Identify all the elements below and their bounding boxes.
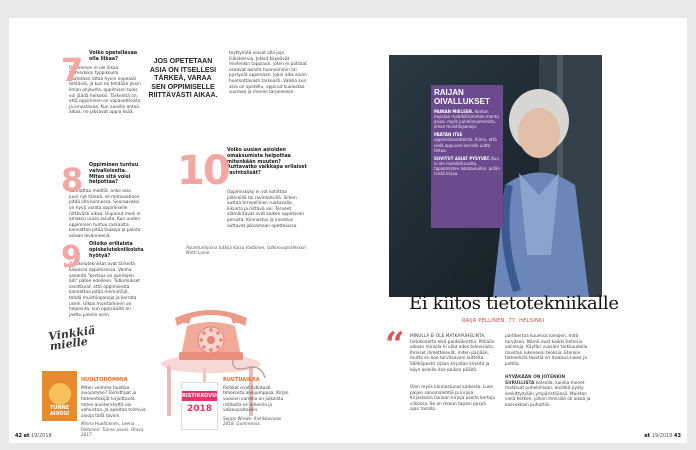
article-headline: Ei kiitos tietotekniikalle — [409, 293, 619, 314]
left-folio — [15, 433, 52, 439]
sidebar-item — [434, 132, 500, 152]
book1-cover — [42, 371, 77, 421]
left-page — [9, 18, 348, 443]
article-col1-text: MINULLA EI OLE MATKAPUHELINTA, tietokonetta eikä pankkikorttia. Pitkään aikaan minulla ei ollut edes televisiota. Ihmiset ihmettelevät, miten pärjään, mutta en koe tarvitsevani laitteita. Sähköpostit sijaan kirjoitan kirjeitä ja käyn asioilla itse paikan päällä. — [410, 334, 495, 373]
article-col3-bottom — [505, 375, 595, 409]
book2-text: Ristikot ovat tutkitusti tehokasta aivojumppaa. Kirjan vuosien varrella on julkaistu ristikoita eri aiheista ja vaikeusasteisiin. — [223, 385, 289, 414]
book1-cover-title: TUNNE AIVOSI — [49, 405, 70, 417]
left-page-number: 42 — [15, 433, 22, 439]
book1-title: HUOLTOHOMMIA — [81, 377, 128, 383]
book1-credit: Minna Huotilainen, Leena Peltonen: Tunne aivosi. Otava 2017. — [81, 421, 144, 437]
pull-quote: JOS OPETETAAN ASIA ON ITSELLESI TÄRKEÄ, VARAA SEN OPPIMISELLE RIITTÄVÄSTI AIKAA. — [148, 58, 218, 100]
book2-block — [223, 378, 293, 426]
q8-number: 8 — [61, 161, 82, 199]
q7-number: 7 — [61, 51, 82, 89]
article-col1 — [410, 334, 495, 373]
sidebar-item — [434, 109, 500, 129]
sidebar-item-lead: SOVITUT ASIAT PYSYVÄT. — [434, 155, 491, 161]
sidebar-item-text: Kun ei ole mahdollisuutta, tapaamisten aikatauluihin, pidän niistä kirjaa. — [434, 155, 500, 177]
q10-heading: Voiko uusien asioiden omaksumista helpottaa mitenkään muuten? Auttavatko vaikkapa erilaiset ravintolisät? — [227, 148, 307, 177]
q10-number: 10 — [177, 148, 229, 194]
book1-cover-art — [49, 383, 71, 405]
book2-credit: Seppo Wrede: Ristikkovuosi 2018. Gummerus. — [223, 415, 282, 426]
tips-sidebar — [431, 85, 503, 228]
article-col3: partikertaa kuuessa sanojen, mitä tarvitsen. Nämä ovat kaikki tietoisia valintoja. Käytän vuosien tarkkuudella muistan lukeneeni teoksia. Etenkin tieteellistä tekstiä on mukava lukea ja pohtia. — [505, 334, 588, 367]
article-col3-bottom-text: katsella, kuinka monet matkivat puhelimiaan, eivätkä pysty keskittymään ympäristöönsä. Muistan vielä hetken, jolloin ihmisillä oli aikaa ja kasvokkain puhuttiin. — [505, 380, 591, 408]
q7-body: Oppiminen ei ole liikaa. Esimerkiksi typpikoulla saatetaan ottaa hyvin nopeasti tehtäviä, ja kun ne tehdään yksin ilman ohjausta, oppimisen tulos voi jäädä heikoksi. Tärkeintä on, että oppiminen on vapaaehtoista ja innostavaa. Kun aivoille antaa aikaa, ne jaksavat oppia lisää. — [69, 65, 141, 116]
vinkki-title: Vinkkiä mielle — [47, 323, 97, 354]
book1-block — [81, 378, 149, 437]
book2-cover-title: RISTIKKOVUOSI — [182, 393, 226, 399]
col3-top-text: teyttymää voivat olla joja liiäistelevia. Jotkut kiipeävät mielenkin tappiaan, joten ei potilaat osaavat asioita huonoimmin tai pystyvät oppimaan. Jokin alka aivan huomattavasti tarkeasti. Vaikka kun asia on opetellu, oppinut kuulostaa suoraan ja menee tarpeeseen. — [229, 51, 307, 96]
book2-cover-year: 2018 — [186, 404, 213, 414]
right-issue: 19/2018 — [651, 433, 673, 439]
article-col3-lead: HYVÄKÄÄN ON JOTENKIN SURULLISTA — [505, 375, 566, 386]
sidebar-item-lead: PÄÄTÄN ITSE — [434, 132, 463, 138]
right-page — [348, 18, 687, 443]
sidebar-item — [434, 156, 500, 176]
q7-block — [61, 51, 141, 116]
right-page-number: 43 — [674, 433, 681, 439]
left-issue: 19/2018 — [30, 433, 52, 439]
book1-text: Miten voimme huoltaa aivojamme? Toimittajat ja tieteentekijät kirjoittavat, miten aivoterveyttä voi vahvistaa. Ja opastaa toimivia aivoja tällä tavoin. — [81, 385, 146, 419]
sidebar-item-text: oppimistavoitteista. Kiinni, että vielä oppuvan kerralla uutta tietoa. — [434, 137, 497, 153]
sources-note: Asiantuntijoina tutkija Kaisa Vaittinen, tutkimusprofessori Matti Laine. — [186, 245, 307, 256]
book2-cover — [181, 382, 226, 430]
sidebar-item-lead: PAINAN MIELEEN. — [434, 109, 474, 114]
q10-block — [177, 148, 309, 194]
q9-number: 9 — [61, 240, 80, 275]
q8-heading: Oppiminen tuntuu vaivalloiselta. Miten sitä voisi helpottaa? — [89, 163, 139, 186]
q9-body: Opiskelutekniikat ovat tärkeitä kaikessa oppimisessa. Vanha sanonta "kertaus on opintojen äiti" pätee edelleen. Tutkimukset osoittavat, että oppimisesta kannattaa pitää merkintöjä, tehdä muistiinpanoja ja kerrata usein. Ulkoa muistaminen on helpointa, kun oppisisältö on jaettu pieniin osiin. — [69, 262, 140, 318]
q7-heading: Voiko opetellavaa olla liikaa? — [89, 51, 138, 62]
article-byline: RAIJA PELLINEN, 77, HELSINKI — [462, 318, 545, 324]
sidebar-title: RAIJAN OIVALLUKSET — [434, 88, 490, 106]
right-folio — [644, 433, 681, 439]
q9-heading: Olisiko erillaista opiskelutekniikoista hyötyä? — [89, 242, 144, 259]
right-mag-name: et — [644, 433, 651, 439]
sidebar-item-text: Koetan muistaa mahdollisimman monta asiaa, myös puhelinnumeroita, ilman muistiinpanoja. — [434, 109, 499, 130]
q9-block — [61, 240, 144, 318]
left-mag-name: et — [23, 433, 30, 439]
book2-title: RUUTUAIKAA — [223, 377, 260, 383]
quote-mark-icon: “ — [385, 325, 405, 365]
q10-body: Oppimiskyky ei vot kohittaa pillereillä tai ravintolisillä. Siihen auttaa terveellinen ruokavalio, liikunta ja riittävä uni. Terveet elämäntavat ovat kaiken oppimisen perusta. Kiinnostus ja innostus auttavat jaksamaan opettelussa. — [227, 190, 304, 229]
article-col2: Olen myös kiinnostunut kaikesta. Luen paljon sanomalehtiä ja kirjoja. Kirjastosta lainaan kirjoja useita kertoja viikossa. Se on minun tapani pysyä ajan tasalla. — [410, 385, 496, 413]
q8-body: Kannattaa miettiä, onko asia juuri nyt tärkeä, eli motivaatioon pitää olla kunnossa. Seuraavaksi on hyvä varata oppimiselle riittävästi aikaa. Uupunut mieli ei omaksu uusia asioita. Kun uuden oppiminen tuntuu raskaalta, kannattaa pitää taukoja ja palata asiaan levänneenä. — [69, 189, 141, 239]
q8-block — [61, 161, 141, 240]
